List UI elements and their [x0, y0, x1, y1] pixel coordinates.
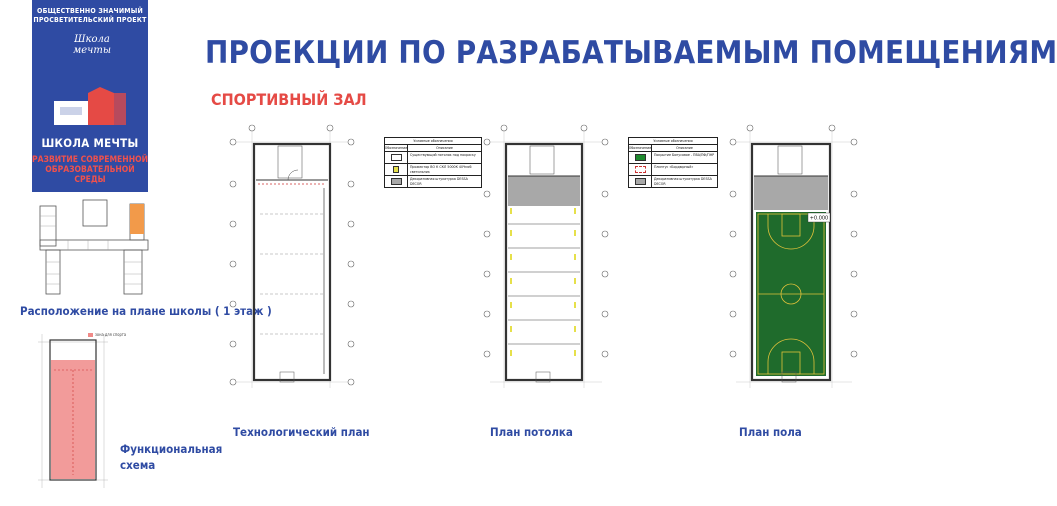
brand-panel: [32, 0, 148, 192]
school-building-logo: [54, 87, 126, 125]
brand-script-logo: Школа мечты: [72, 34, 112, 56]
legend-row: Прожектор ВО К СКЛ 5000К 40Чмсб светильник: [385, 164, 481, 176]
floor-plan-drawing: [728, 124, 860, 392]
caption-tech-plan: Технологический план: [233, 425, 370, 439]
swatch-light: [393, 166, 399, 173]
tech-plan-drawing: [226, 124, 358, 392]
legend-row: Покрытие Бонусовое - ПВА/ПФ/ПНР: [629, 152, 717, 164]
legend-row: Декоративная штукатурка DESSA DECOR: [629, 176, 717, 187]
caption-functional: Функциональная схема: [120, 442, 223, 472]
floor-level-mark: +0.000: [809, 215, 829, 222]
legend-row: Существующий потолок под покраску: [385, 152, 481, 164]
brand-subtitle: РАЗВИТИЕ СОВРЕМЕННОЙ ОБРАЗОВАТЕЛЬНОЙ СРЕДЫ: [32, 155, 148, 185]
legend-swatch: [88, 333, 93, 337]
school-location-plan: [38, 200, 150, 296]
ceiling-legend: Условные обозначения Обозначение Описание Существующий потолок под покраску Прожектор ВО К СКЛ 5000К 40Чмсб светильник Декоративная штукатурка DESSA DECOR: [384, 137, 482, 188]
swatch-sport-floor: [635, 154, 646, 161]
swatch-existing-ceiling: [391, 154, 402, 161]
swatch-plaster: [391, 178, 402, 185]
plaster-zone: [508, 176, 580, 206]
project-label: ОБЩЕСТВЕННО ЗНАЧИМЫЙ ПРОСВЕТИТЕЛЬСКИЙ ПРОЕКТ: [33, 7, 147, 24]
legend-row: Декоративная штукатурка DESSA DECOR: [385, 176, 481, 187]
swatch-plinth: [635, 166, 646, 173]
floor-legend: Условные обозначения Обозначение Описание Покрытие Бонусовое - ПВА/ПФ/ПНР Плинтус «Бордюрный» Декоративная штукатурка DESSA DECOR: [628, 137, 718, 188]
caption-ceiling-plan: План потолка: [490, 425, 573, 439]
caption-floor-plan: План пола: [739, 425, 802, 439]
caption-location: Расположение на плане школы ( 1 этаж ): [20, 304, 272, 318]
functional-scheme: [36, 330, 110, 492]
swatch-plaster: [635, 178, 646, 185]
ceiling-plan-drawing: [482, 124, 610, 392]
plaster-zone: [754, 176, 828, 210]
brand-name: ШКОЛА МЕЧТЫ: [41, 136, 139, 150]
functional-legend: зона для спорта: [95, 332, 127, 337]
page-title: ПРОЕКЦИИ ПО РАЗРАБАТЫВАЕМЫМ ПОМЕЩЕНИЯМ: [205, 35, 1057, 71]
page-subtitle: СПОРТИВНЫЙ ЗАЛ: [211, 90, 367, 109]
gym-highlight: [130, 204, 144, 234]
legend-row: Плинтус «Бордюрный»: [629, 164, 717, 176]
